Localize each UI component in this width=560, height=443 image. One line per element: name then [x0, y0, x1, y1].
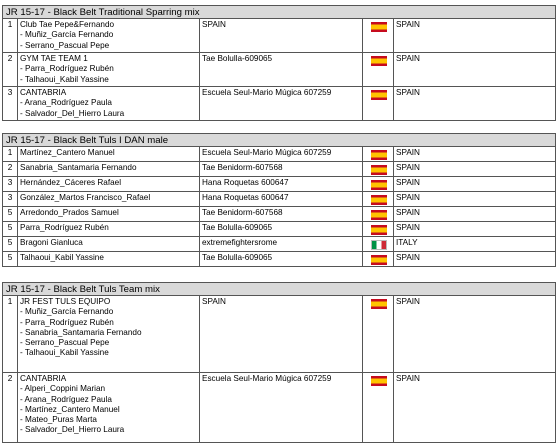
country-cell — [394, 192, 555, 206]
spain-flag-icon — [371, 195, 387, 205]
club-cell — [200, 87, 363, 120]
club-cell — [200, 162, 363, 176]
spain-flag-icon — [371, 150, 387, 160]
table-row — [2, 147, 556, 162]
spain-flag-icon — [371, 225, 387, 235]
country-name: ITALY — [396, 238, 418, 247]
name-cell — [18, 87, 200, 120]
club-cell — [200, 373, 363, 442]
team-member: - Sanabria_Santamaria Fernando — [20, 327, 142, 337]
competitor-name: CANTABRIA — [20, 374, 67, 383]
team-member: - Alperi_Coppini Marian — [20, 384, 106, 394]
rank-cell: 3 — [3, 87, 18, 120]
club-name: Tae Bolulla-609065 — [202, 253, 273, 262]
country-cell — [394, 147, 555, 161]
country-name: SPAIN — [396, 20, 420, 29]
name-cell — [18, 19, 200, 52]
rank-cell: 5 — [3, 207, 18, 221]
country-cell — [394, 252, 555, 266]
name-cell — [18, 177, 200, 191]
competitor-name: GYM TAE TEAM 1 — [20, 54, 88, 63]
results-section — [2, 5, 556, 121]
rank-cell: 2 — [3, 162, 18, 176]
competitor-name: Parra_Rodríguez Rubén — [20, 223, 109, 232]
team-member: - Martínez_Cantero Manuel — [20, 404, 120, 414]
team-member: - Parra_Rodríguez Rubén — [20, 317, 114, 327]
country-name: SPAIN — [396, 193, 420, 202]
club-name: Escuela Seul-Mario Múgica 607259 — [202, 374, 332, 383]
spain-flag-icon — [371, 376, 387, 386]
country-name: SPAIN — [396, 253, 420, 262]
country-name: SPAIN — [396, 148, 420, 157]
country-cell — [394, 207, 555, 221]
club-name: Tae Bolulla-609065 — [202, 223, 273, 232]
rank-cell: 1 — [3, 296, 18, 372]
flag-cell — [363, 222, 394, 236]
table-row — [2, 296, 556, 373]
spain-flag-icon — [371, 255, 387, 265]
name-cell — [18, 192, 200, 206]
section-title: JR 15-17 - Black Belt Traditional Sparring mix — [2, 5, 556, 19]
name-cell — [18, 296, 200, 372]
country-name: SPAIN — [396, 178, 420, 187]
country-cell — [394, 19, 555, 52]
table-row — [2, 373, 556, 443]
country-name: SPAIN — [396, 208, 420, 217]
team-member: - Talhaoui_Kabil Yassine — [20, 74, 109, 84]
flag-cell — [363, 296, 394, 372]
club-name: Escuela Seul-Mario Múgica 607259 — [202, 148, 332, 157]
table-row — [2, 177, 556, 192]
flag-cell — [363, 207, 394, 221]
flag-cell — [363, 162, 394, 176]
club-name: SPAIN — [202, 297, 226, 306]
rank-cell: 5 — [3, 222, 18, 236]
rank-cell: 1 — [3, 19, 18, 52]
country-name: SPAIN — [396, 54, 420, 63]
team-member: - Salvador_Del_Hierro Laura — [20, 425, 125, 435]
club-name: Hana Roquetas 600647 — [202, 193, 289, 202]
italy-flag-icon — [371, 240, 387, 250]
competitor-name: Martínez_Cantero Manuel — [20, 148, 115, 157]
team-member: - Parra_Rodríguez Rubén — [20, 64, 114, 74]
name-cell — [18, 373, 200, 442]
table-row — [2, 162, 556, 177]
country-name: SPAIN — [396, 223, 420, 232]
flag-cell — [363, 237, 394, 251]
club-cell — [200, 296, 363, 372]
country-name: SPAIN — [396, 163, 420, 172]
rank-cell: 5 — [3, 237, 18, 251]
table-row — [2, 87, 556, 121]
club-name: Tae Bolulla-609065 — [202, 54, 273, 63]
table-row — [2, 19, 556, 53]
country-cell — [394, 296, 555, 372]
flag-cell — [363, 87, 394, 120]
table-row — [2, 207, 556, 222]
club-cell — [200, 237, 363, 251]
competitor-name: CANTABRIA — [20, 88, 67, 97]
name-cell — [18, 237, 200, 251]
country-cell — [394, 237, 555, 251]
club-cell — [200, 207, 363, 221]
rank-cell: 3 — [3, 192, 18, 206]
name-cell — [18, 147, 200, 161]
team-member: - Muñiz_García Fernando — [20, 30, 114, 40]
country-name: SPAIN — [396, 297, 420, 306]
club-name: Tae Benidorm-607568 — [202, 208, 283, 217]
results-section — [2, 282, 556, 443]
competitor-name: JR FEST TULS EQUIPO — [20, 297, 111, 306]
competitor-name: Bragoni Gianluca — [20, 238, 83, 247]
competitor-name: Club Tae Pepe&Fernando — [20, 20, 115, 29]
country-name: SPAIN — [396, 88, 420, 97]
team-member: - Mateo_Puras Marta — [20, 415, 97, 425]
club-cell — [200, 53, 363, 86]
country-cell — [394, 222, 555, 236]
club-name: Escuela Seul-Mario Múgica 607259 — [202, 88, 332, 97]
team-member: - Muñiz_García Fernando — [20, 307, 114, 317]
competitor-name: Sanabria_Santamaria Fernando — [20, 163, 137, 172]
rank-cell: 5 — [3, 252, 18, 266]
spain-flag-icon — [371, 56, 387, 66]
rank-cell: 2 — [3, 373, 18, 442]
team-member: - Arana_Rodríguez Paula — [20, 394, 112, 404]
spain-flag-icon — [371, 22, 387, 32]
club-name: Tae Benidorm-607568 — [202, 163, 283, 172]
team-member: - Serrano_Pascual Pepe — [20, 338, 110, 348]
country-name: SPAIN — [396, 374, 420, 383]
team-member: - Serrano_Pascual Pepe — [20, 40, 110, 50]
competitor-name: Talhaoui_Kabil Yassine — [20, 253, 104, 262]
flag-cell — [363, 252, 394, 266]
country-cell — [394, 53, 555, 86]
club-cell — [200, 192, 363, 206]
table-row — [2, 237, 556, 252]
rank-cell: 3 — [3, 177, 18, 191]
country-cell — [394, 87, 555, 120]
competitor-name: Arredondo_Prados Samuel — [20, 208, 119, 217]
flag-cell — [363, 147, 394, 161]
competitor-name: González_Martos Francisco_Rafael — [20, 193, 151, 202]
club-name: SPAIN — [202, 20, 226, 29]
name-cell — [18, 207, 200, 221]
club-cell — [200, 222, 363, 236]
spain-flag-icon — [371, 90, 387, 100]
name-cell — [18, 222, 200, 236]
team-member: - Talhaoui_Kabil Yassine — [20, 348, 109, 358]
spain-flag-icon — [371, 180, 387, 190]
table-row — [2, 192, 556, 207]
competitor-name: Hernández_Cáceres Rafael — [20, 178, 122, 187]
country-cell — [394, 177, 555, 191]
spain-flag-icon — [371, 165, 387, 175]
club-cell — [200, 147, 363, 161]
rank-cell: 2 — [3, 53, 18, 86]
flag-cell — [363, 192, 394, 206]
flag-cell — [363, 373, 394, 442]
club-cell — [200, 177, 363, 191]
country-cell — [394, 162, 555, 176]
flag-cell — [363, 177, 394, 191]
flag-cell — [363, 19, 394, 52]
table-row — [2, 53, 556, 87]
flag-cell — [363, 53, 394, 86]
rank-cell: 1 — [3, 147, 18, 161]
section-title: JR 15-17 - Black Belt Tuls I DAN male — [2, 133, 556, 147]
table-row — [2, 222, 556, 237]
club-cell — [200, 252, 363, 266]
name-cell — [18, 252, 200, 266]
name-cell — [18, 53, 200, 86]
club-name: extremefightersrome — [202, 238, 278, 247]
spain-flag-icon — [371, 299, 387, 309]
spain-flag-icon — [371, 210, 387, 220]
results-section — [2, 133, 556, 267]
name-cell — [18, 162, 200, 176]
table-row — [2, 252, 556, 267]
club-cell — [200, 19, 363, 52]
section-title: JR 15-17 - Black Belt Tuls Team mix — [2, 282, 556, 296]
club-name: Hana Roquetas 600647 — [202, 178, 289, 187]
team-member: - Arana_Rodríguez Paula — [20, 98, 112, 108]
country-cell — [394, 373, 555, 442]
team-member: - Salvador_Del_Hierro Laura — [20, 108, 125, 118]
